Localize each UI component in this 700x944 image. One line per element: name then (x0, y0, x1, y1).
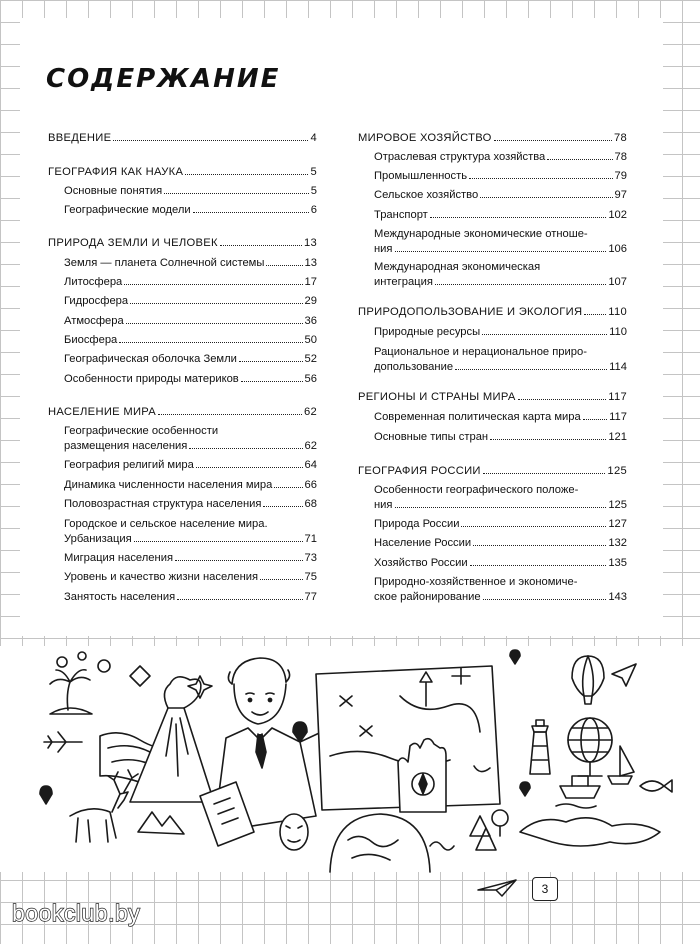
toc-section[interactable] (48, 236, 317, 251)
dot-leader (480, 197, 612, 198)
toc-page: 56 (304, 373, 317, 385)
toc-label: МИРОВОЕ ХОЗЯЙСТВО (358, 132, 492, 144)
toc-page: 78 (613, 132, 627, 144)
toc-entry[interactable] (374, 410, 627, 425)
toc-page: 29 (304, 295, 317, 307)
toc-label: ВВЕДЕНИЕ (48, 132, 112, 144)
toc-page: 73 (304, 552, 317, 564)
dot-leader (470, 565, 607, 566)
toc-label: Географическая оболочка Земли (64, 353, 237, 365)
toc-entry[interactable] (374, 345, 627, 375)
toc-label: Основные понятия (64, 185, 163, 197)
toc-page: 97 (614, 189, 627, 201)
toc-page: 121 (608, 431, 627, 443)
toc-label: Гидросфера (64, 295, 129, 307)
toc-entry[interactable] (64, 458, 317, 473)
toc-entry[interactable] (64, 294, 317, 309)
toc-label: Население России (374, 537, 472, 549)
toc-entry[interactable] (374, 575, 627, 605)
toc-page: 135 (608, 557, 627, 569)
dot-leader (395, 507, 607, 508)
dot-leader (220, 245, 302, 246)
toc-entry[interactable] (374, 188, 627, 203)
dot-leader (196, 467, 303, 468)
toc-page: 6 (310, 204, 317, 216)
toc-label: Уровень и качество жизни населения (64, 571, 259, 583)
toc-section[interactable] (358, 390, 627, 405)
toc-page: 117 (608, 391, 627, 403)
toc-label: ния (374, 499, 393, 511)
dot-leader (584, 314, 606, 315)
toc-page: 77 (304, 591, 317, 603)
dot-leader (158, 414, 302, 415)
watermark: bookclub.by (12, 900, 141, 926)
toc-page: 66 (304, 479, 317, 491)
dot-leader (490, 439, 606, 440)
toc-page: 102 (608, 209, 627, 221)
toc-page: 117 (609, 411, 627, 423)
page-number: 3 (532, 877, 558, 901)
toc-label-line: Международные экономические отноше- (374, 228, 588, 240)
toc-label: Транспорт (374, 209, 428, 221)
toc-entry[interactable] (64, 352, 317, 367)
toc-page: 68 (304, 498, 317, 510)
dot-leader (113, 140, 308, 141)
toc-section[interactable] (48, 165, 317, 180)
dot-leader (189, 448, 302, 449)
mask-icon (280, 814, 308, 850)
toc-page: 4 (310, 132, 317, 144)
toc-page: 5 (310, 166, 317, 178)
toc-label: Хозяйство России (374, 557, 468, 569)
dot-leader (185, 174, 308, 175)
toc-entry[interactable] (64, 275, 317, 290)
dot-leader (435, 284, 606, 285)
toc-label: размещения населения (64, 440, 188, 452)
toc-page: 125 (607, 465, 627, 477)
dot-leader (274, 487, 302, 488)
dot-leader (547, 159, 612, 160)
dot-leader (263, 506, 302, 507)
toc-label: Занятость населения (64, 591, 176, 603)
dot-leader (260, 579, 302, 580)
toc-entry[interactable] (64, 333, 317, 348)
toc-section[interactable] (358, 131, 627, 146)
toc-page: 62 (303, 406, 317, 418)
toc-label: ГЕОГРАФИЯ КАК НАУКА (48, 166, 184, 178)
toc-label-line: Городское и сельское население мира. (64, 518, 268, 530)
toc-label: Урбанизация (64, 533, 132, 545)
toc-page: 5 (310, 185, 317, 197)
page-title: СОДЕРЖАНИЕ (46, 64, 281, 94)
dot-leader (482, 334, 607, 335)
toc-page: 79 (614, 170, 627, 182)
toc-label: Промышленность (374, 170, 468, 182)
toc-page: 13 (303, 237, 317, 249)
toc-label-line: Географические особенности (64, 425, 219, 437)
toc-page: 78 (614, 151, 627, 163)
toc-entry[interactable] (64, 517, 317, 547)
toc-entry[interactable] (64, 424, 317, 454)
toc-page: 75 (304, 571, 317, 583)
geography-doodle-illustration (0, 636, 700, 876)
toc-label: Земля — планета Солнечной системы (64, 257, 265, 269)
toc-section[interactable] (358, 305, 627, 320)
toc-section[interactable] (358, 464, 627, 479)
toc-label: Половозрастная структура населения (64, 498, 262, 510)
toc-label: НАСЕЛЕНИЕ МИРА (48, 406, 157, 418)
toc-entry[interactable] (374, 536, 627, 551)
toc-page: 110 (609, 326, 627, 338)
toc-entry[interactable] (374, 483, 627, 513)
dot-leader (483, 473, 606, 474)
dot-leader (124, 284, 302, 285)
toc-page: 17 (304, 276, 317, 288)
dot-leader (469, 178, 612, 179)
toc-entry[interactable] (64, 478, 317, 493)
toc-label: допользование (374, 361, 454, 373)
dot-leader (193, 212, 309, 213)
dot-leader (266, 265, 302, 266)
toc-label: Природа России (374, 518, 460, 530)
toc-entry[interactable] (64, 372, 317, 387)
dot-leader (239, 361, 303, 362)
toc-label: География религий мира (64, 459, 194, 471)
toc-label-line: Рациональное и нерациональное приро- (374, 346, 587, 358)
toc-entry[interactable] (374, 325, 627, 340)
toc-label: Особенности природы материков (64, 373, 239, 385)
toc-page: 52 (304, 353, 317, 365)
toc-label-line: Природно-хозяйственное и экономиче- (374, 576, 578, 588)
dot-leader (177, 599, 302, 600)
dot-leader (119, 342, 302, 343)
toc-page: 127 (608, 518, 627, 530)
toc-label: ПРИРОДОПОЛЬЗОВАНИЕ И ЭКОЛОГИЯ (358, 306, 583, 318)
toc-page: 114 (609, 361, 627, 373)
toc-label: Основные типы стран (374, 431, 489, 443)
toc-entry[interactable] (374, 517, 627, 532)
toc-entry[interactable] (64, 184, 317, 199)
toc-label-line: Международная экономическая (374, 261, 541, 273)
dot-leader (126, 323, 303, 324)
dot-leader (583, 419, 607, 420)
toc-label: Сельское хозяйство (374, 189, 479, 201)
toc-label: Миграция населения (64, 552, 173, 564)
toc-label: Географические модели (64, 204, 191, 216)
toc-entry[interactable] (374, 150, 627, 165)
toc-page: 13 (304, 257, 317, 269)
toc-label: Природные ресурсы (374, 326, 481, 338)
toc-label: Биосфера (64, 334, 118, 346)
dot-leader (430, 217, 607, 218)
toc-page: 110 (608, 306, 627, 318)
toc-page: 106 (608, 243, 627, 255)
toc-label: ское районирование (374, 591, 481, 603)
dot-leader (518, 399, 607, 400)
paper-plane-icon (476, 878, 520, 898)
dot-leader (461, 526, 606, 527)
toc-page: 36 (304, 315, 317, 327)
toc-label: ПРИРОДА ЗЕМЛИ И ЧЕЛОВЕК (48, 237, 218, 249)
toc-label: интеграция (374, 276, 433, 288)
toc-entry[interactable] (64, 570, 317, 585)
toc-entry[interactable] (64, 497, 317, 512)
dot-leader (395, 251, 607, 252)
dot-leader (494, 140, 612, 141)
dot-leader (130, 303, 302, 304)
dot-leader (175, 560, 303, 561)
toc-page: 132 (608, 537, 627, 549)
toc-label: ГЕОГРАФИЯ РОССИИ (358, 465, 481, 477)
toc-page: 107 (608, 276, 627, 288)
toc-page: 71 (304, 533, 317, 545)
toc-label: Отраслевая структура хозяйства (374, 151, 546, 163)
dot-leader (164, 193, 309, 194)
toc-section[interactable] (48, 405, 317, 420)
toc-entry[interactable] (64, 203, 317, 218)
toc-entry[interactable] (374, 208, 627, 223)
toc-label-line: Особенности географического положе- (374, 484, 579, 496)
toc-label: Литосфера (64, 276, 123, 288)
toc-entry[interactable] (64, 590, 317, 605)
toc-page: 64 (304, 459, 317, 471)
toc-entry[interactable] (374, 260, 627, 290)
dot-leader (241, 381, 303, 382)
toc-page: 125 (608, 499, 627, 511)
dot-leader (473, 545, 606, 546)
toc-entry[interactable] (374, 556, 627, 571)
toc-page: 50 (304, 334, 317, 346)
toc-entry[interactable] (64, 256, 317, 271)
dot-leader (455, 369, 607, 370)
toc-page: 143 (608, 591, 627, 603)
toc-section[interactable] (48, 131, 317, 146)
toc-entry[interactable] (374, 430, 627, 445)
toc-entry[interactable] (374, 227, 627, 257)
dot-leader (134, 541, 303, 542)
dot-leader (483, 599, 607, 600)
toc-label: Динамика численности населения мира (64, 479, 273, 491)
toc-page: 62 (304, 440, 317, 452)
toc-label: Атмосфера (64, 315, 124, 327)
toc-label: ния (374, 243, 393, 255)
toc-label: РЕГИОНЫ И СТРАНЫ МИРА (358, 391, 516, 403)
toc-label: Современная политическая карта мира (374, 411, 581, 423)
toc-entry[interactable] (64, 551, 317, 566)
toc-entry[interactable] (374, 169, 627, 184)
toc-entry[interactable] (64, 314, 317, 329)
